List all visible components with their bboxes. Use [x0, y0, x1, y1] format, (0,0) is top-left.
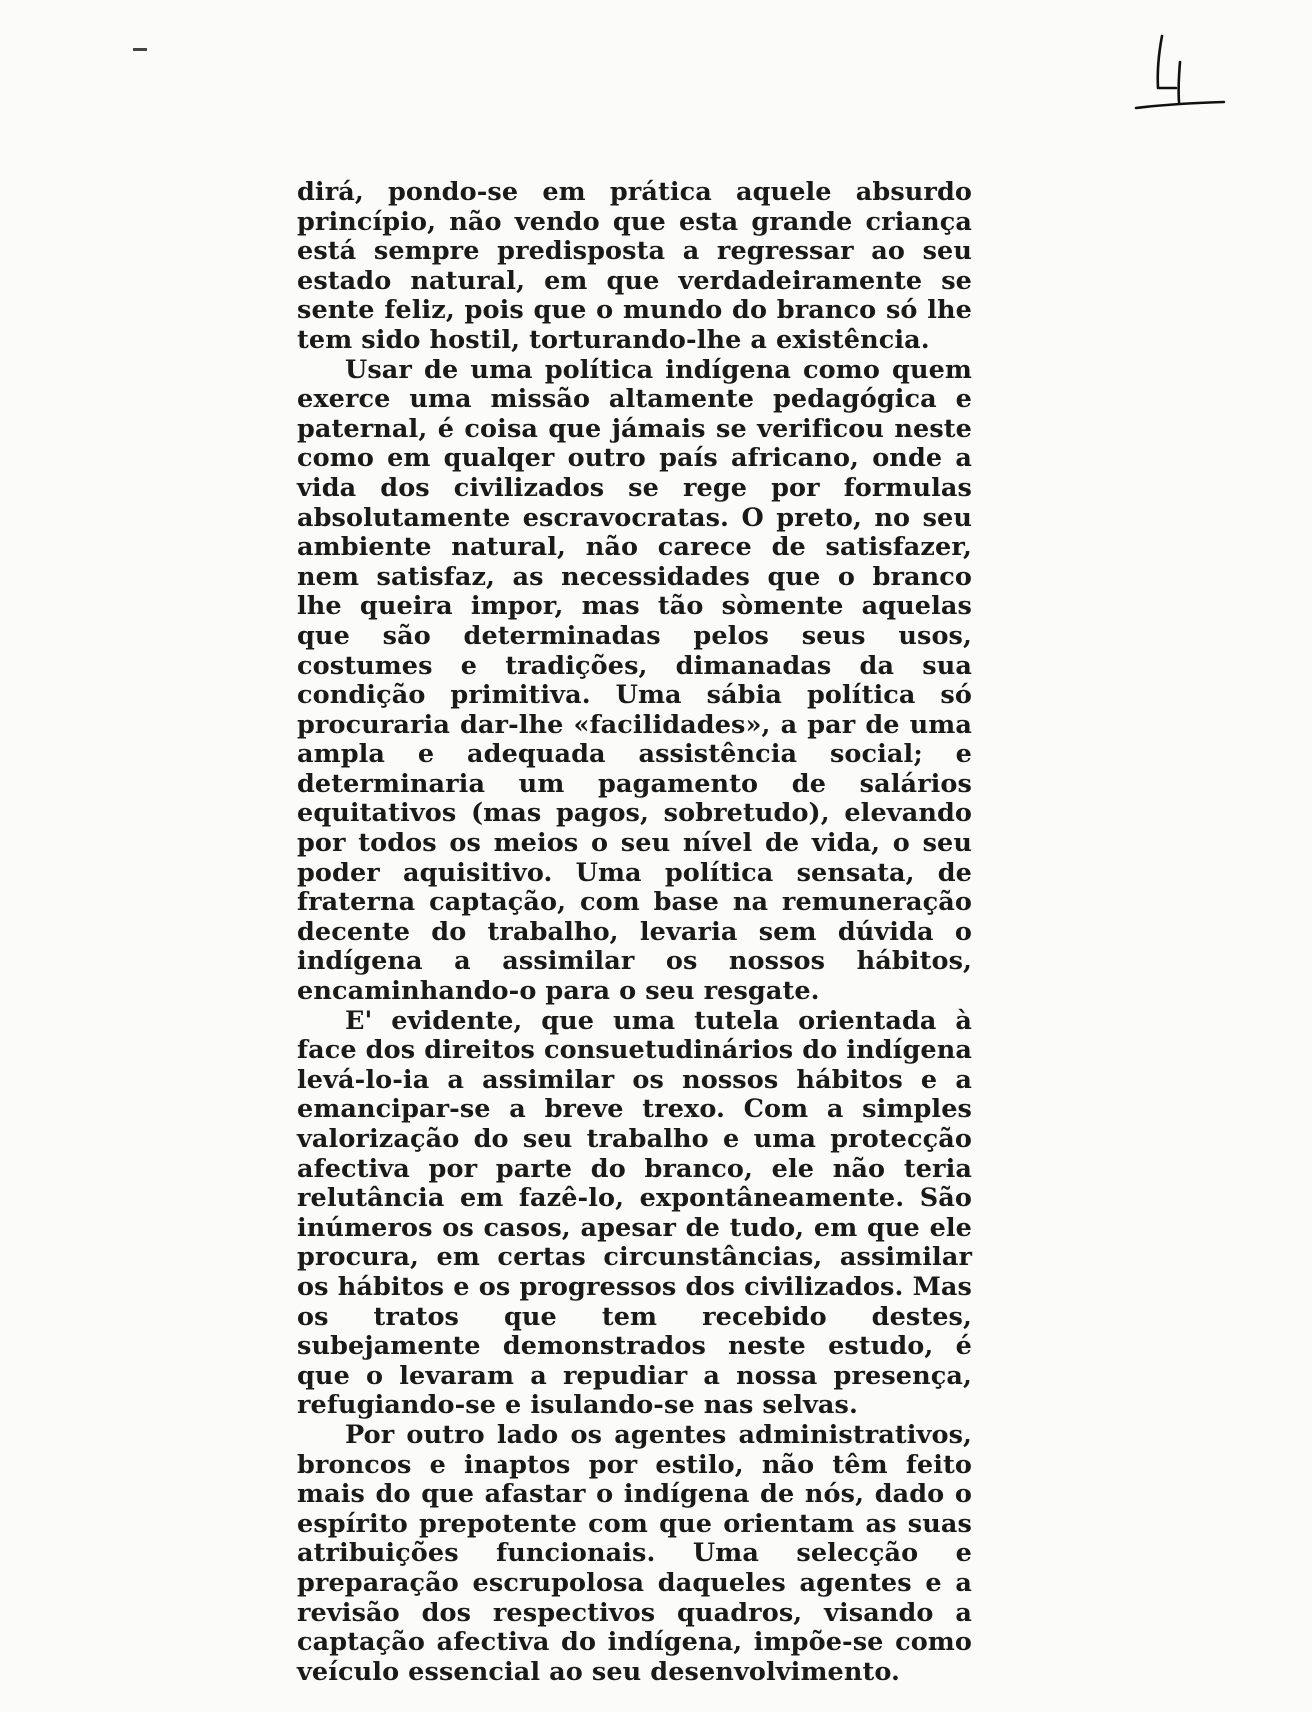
paragraph-4: Por outro lado os agentes administrativos, broncos e inaptos por estilo, não têm feito mais do que afastar o indígena de nós, dado o espírito prepotente com que orientam as suas atribuições funcionais. Uma selecção e preparação escrupolosa daqueles agentes e a revisão dos respectivos quadros, visando a captação afectiva do indígena, impõe-se como veículo essencial ao seu desenvolvimento. [297, 1419, 972, 1687]
body-text [297, 178, 972, 1687]
paragraph-3: E' evidente, que uma tutela orientada à face dos direitos consuetudinários do indígena levá-lo-ia a assimilar os nossos hábitos e a emancipar-se a breve trexo. Com a simples valorização do seu trabalho e uma protecção afectiva por parte do branco, ele não teria relutância em fazê-lo, expontâneamente. São inúmeros os casos, apesar de tudo, em que ele procura, em certas circunstâncias, assimilar os hábitos e os progressos dos civilizados. Mas os tratos que tem recebido destes, subejamente demonstrados neste estudo, é que o levaram a repudiar a nossa presença, refugiando-se e isulando-se nas selvas. [297, 1005, 972, 1421]
paragraph-2: Usar de uma política indígena como quem exerce uma missão altamente pedagógica e paternal, é coisa que jámais se verificou neste como em qualqer outro país africano, onde a vida dos civilizados se rege por formulas absolutamente escravocratas. O preto, no seu ambiente natural, não carece de satisfazer, nem satisfaz, as necessidades que o branco lhe queira impor, mas tão sòmente aquelas que são determinadas pelos seus usos, costumes e tradições, dimanadas da sua condição primitiva. Uma sábia política só procuraria dar-lhe «facilidades», a par de uma ampla e adequada assistência social; e determinaria um pagamento de salários equitativos (mas pagos, sobretudo), elevando por todos os meios o seu nível de vida, o seu poder aquisitivo. Uma política sensata, de fraterna captação, com base na remuneração decente do trabalho, levaria sem dúvida o indígena a assimilar os nossos hábitos, encaminhando-o para o seu resgate. [297, 354, 972, 1007]
handwritten-page-number [1130, 32, 1230, 122]
scan-mark [133, 48, 147, 51]
paragraph-1: dirá, pondo-se em prática aquele absurdo princípio, não vendo que esta grande criança está sempre predisposta a regressar ao seu estado natural, em que verdadeiramente se sente feliz, pois que o mundo do branco só lhe tem sido hostil, torturando-lhe a existência. [297, 177, 972, 355]
